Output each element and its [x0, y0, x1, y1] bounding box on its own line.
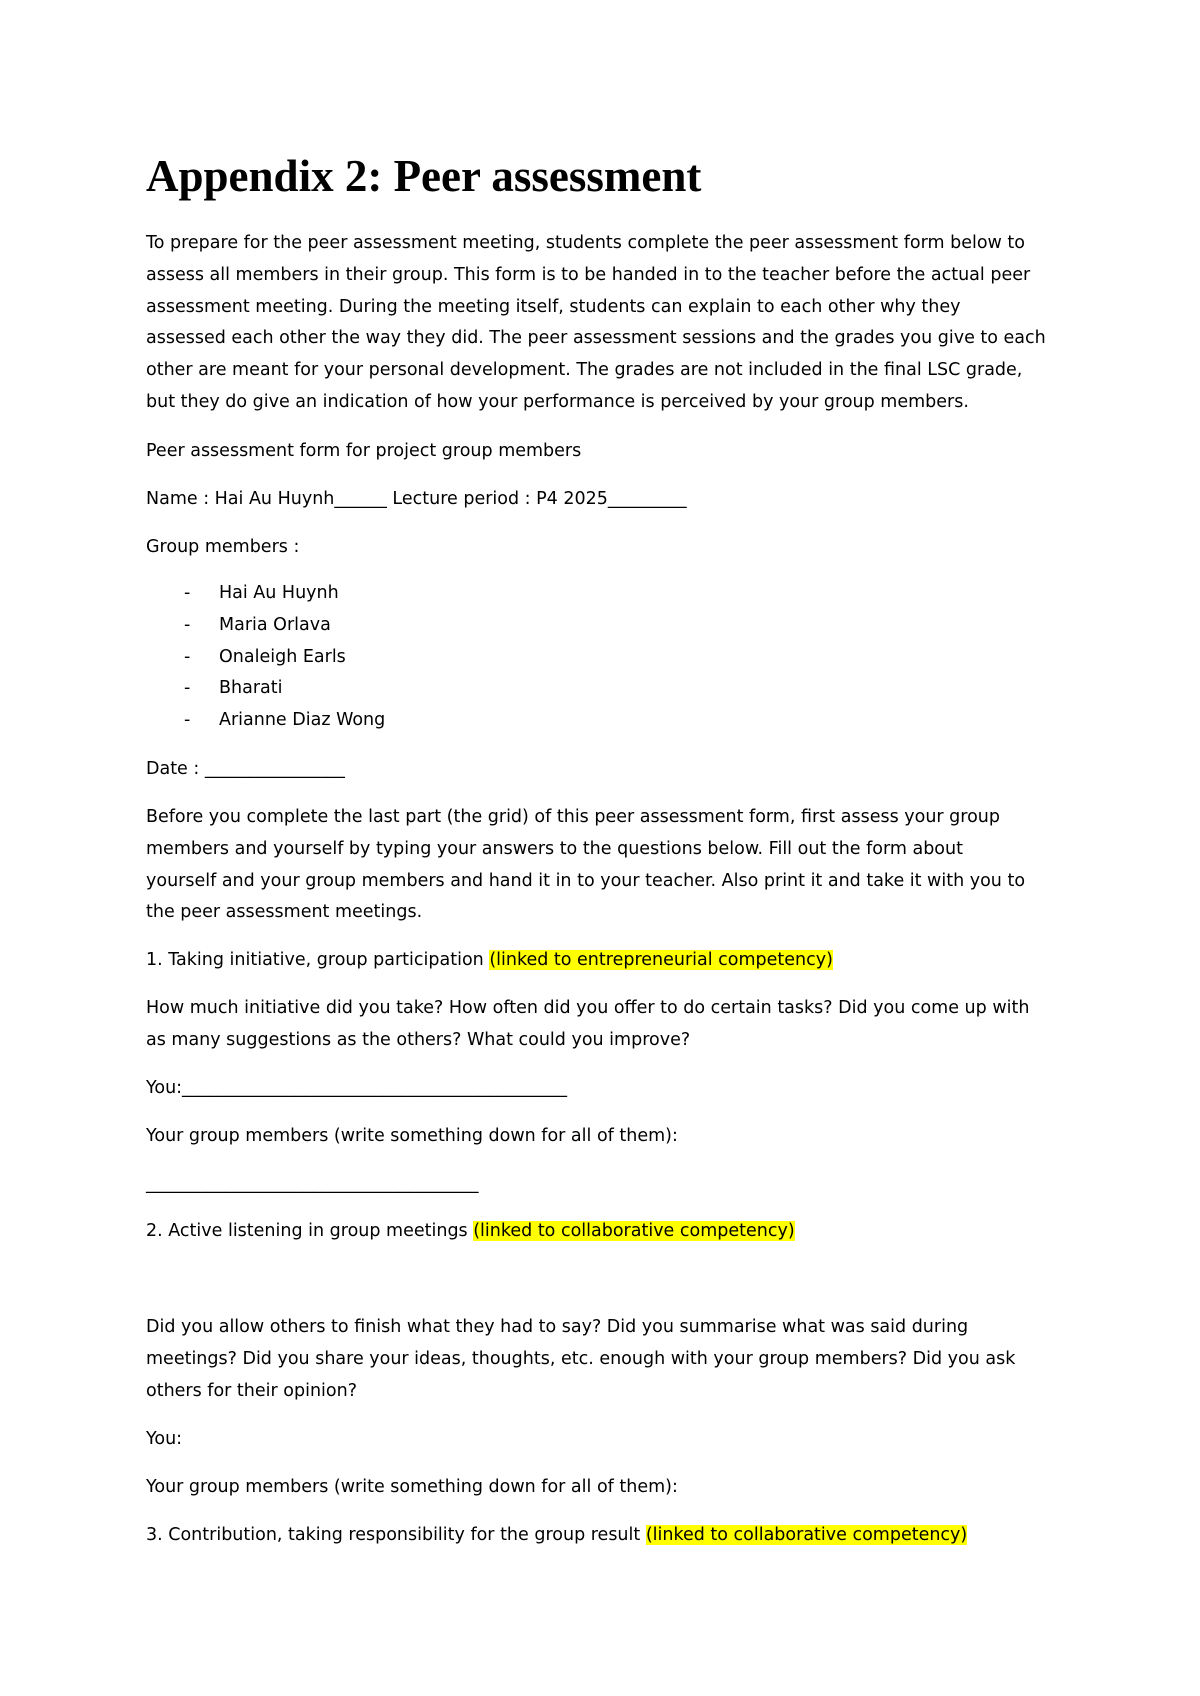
bullet-dash: -	[184, 614, 191, 635]
intro-line: To prepare for the peer assessment meeting, students complete the peer assessment form below to	[146, 233, 1025, 253]
question-line: meetings? Did you share your ideas, thoughts, etc. enough with your group members? Did you ask	[146, 1348, 1016, 1369]
section1-you-field: You:____________________________________________	[146, 1078, 568, 1098]
intro-line: but they do give an indication of how your performance is perceived by your group members.	[146, 391, 969, 412]
list-item	[146, 673, 385, 705]
question-line: Did you allow others to finish what they had to say? Did you summarise what was said during	[146, 1317, 969, 1337]
list-item	[146, 578, 385, 610]
question-line: How much initiative did you take? How often did you offer to do certain tasks? Did you come up with	[146, 998, 1030, 1018]
bullet-dash: -	[184, 678, 191, 699]
list-item	[146, 705, 385, 737]
list-item	[146, 642, 385, 674]
intro-line: assess all members in their group. This form is to be handed in to the teacher before the actual peer	[146, 264, 1031, 285]
bullet-dash: -	[184, 710, 191, 731]
group-members-label: Group members :	[146, 537, 300, 557]
form-heading: Peer assessment form for project group members	[146, 441, 582, 461]
instructions-line: yourself and your group members and hand it in to your teacher. Also print it and take it with you to	[146, 870, 1026, 891]
group-members-list	[146, 578, 385, 737]
section2-questions	[146, 1312, 1076, 1407]
intro-line: assessed each other the way they did. The peer assessment sessions and the grades you give to each	[146, 328, 1046, 349]
instructions-line: the peer assessment meetings.	[146, 902, 423, 923]
section3-heading	[146, 1520, 1076, 1552]
section2-members-label: Your group members (write something down for all of them):	[146, 1477, 678, 1497]
page-title: Appendix 2: Peer assessment	[146, 151, 702, 201]
intro-line: assessment meeting. During the meeting itself, students can explain to each other why they	[146, 296, 961, 317]
section3-title: 3. Contribution, taking responsibility for the group result	[146, 1525, 646, 1545]
member-name: Arianne Diaz Wong	[219, 710, 386, 731]
member-name: Hai Au Huynh	[219, 583, 339, 603]
intro-paragraph	[146, 228, 1076, 419]
instructions-line: members and yourself by typing your answers to the questions below. Fill out the form about	[146, 838, 963, 859]
date-line: Date : ________________	[146, 759, 345, 779]
member-name: Maria Orlava	[219, 614, 331, 635]
section3-highlight: (linked to collaborative competency)	[645, 1525, 968, 1545]
list-item	[146, 610, 385, 642]
bullet-dash: -	[184, 646, 191, 667]
instructions-paragraph	[146, 802, 1076, 929]
name-line: Name : Hai Au Huynh______ Lecture period : P4 2025_________	[146, 489, 687, 509]
section2-heading	[146, 1216, 1076, 1248]
section1-highlight: (linked to entrepreneurial competency)	[489, 950, 833, 970]
section1-questions	[146, 993, 1076, 1057]
member-name: Onaleigh Earls	[219, 646, 346, 667]
section2-highlight: (linked to collaborative competency)	[473, 1221, 795, 1241]
intro-line: other are meant for your personal development. The grades are not included in the final LSC grade,	[146, 360, 1023, 381]
section1-title: 1. Taking initiative, group participation	[146, 950, 490, 970]
bullet-dash: -	[184, 583, 191, 603]
section1-members-field: ______________________________________	[146, 1174, 479, 1194]
member-name: Bharati	[219, 678, 283, 699]
instructions-line: Before you complete the last part (the grid) of this peer assessment form, first assess your group	[146, 807, 1000, 827]
section1-members-label: Your group members (write something down for all of them):	[146, 1126, 678, 1146]
section2-title: 2. Active listening in group meetings	[146, 1221, 474, 1241]
question-line: others for their opinion?	[146, 1380, 357, 1401]
section1-heading	[146, 945, 1076, 977]
section2-you-field: You:	[146, 1429, 183, 1449]
question-line: as many suggestions as the others? What could you improve?	[146, 1029, 691, 1050]
